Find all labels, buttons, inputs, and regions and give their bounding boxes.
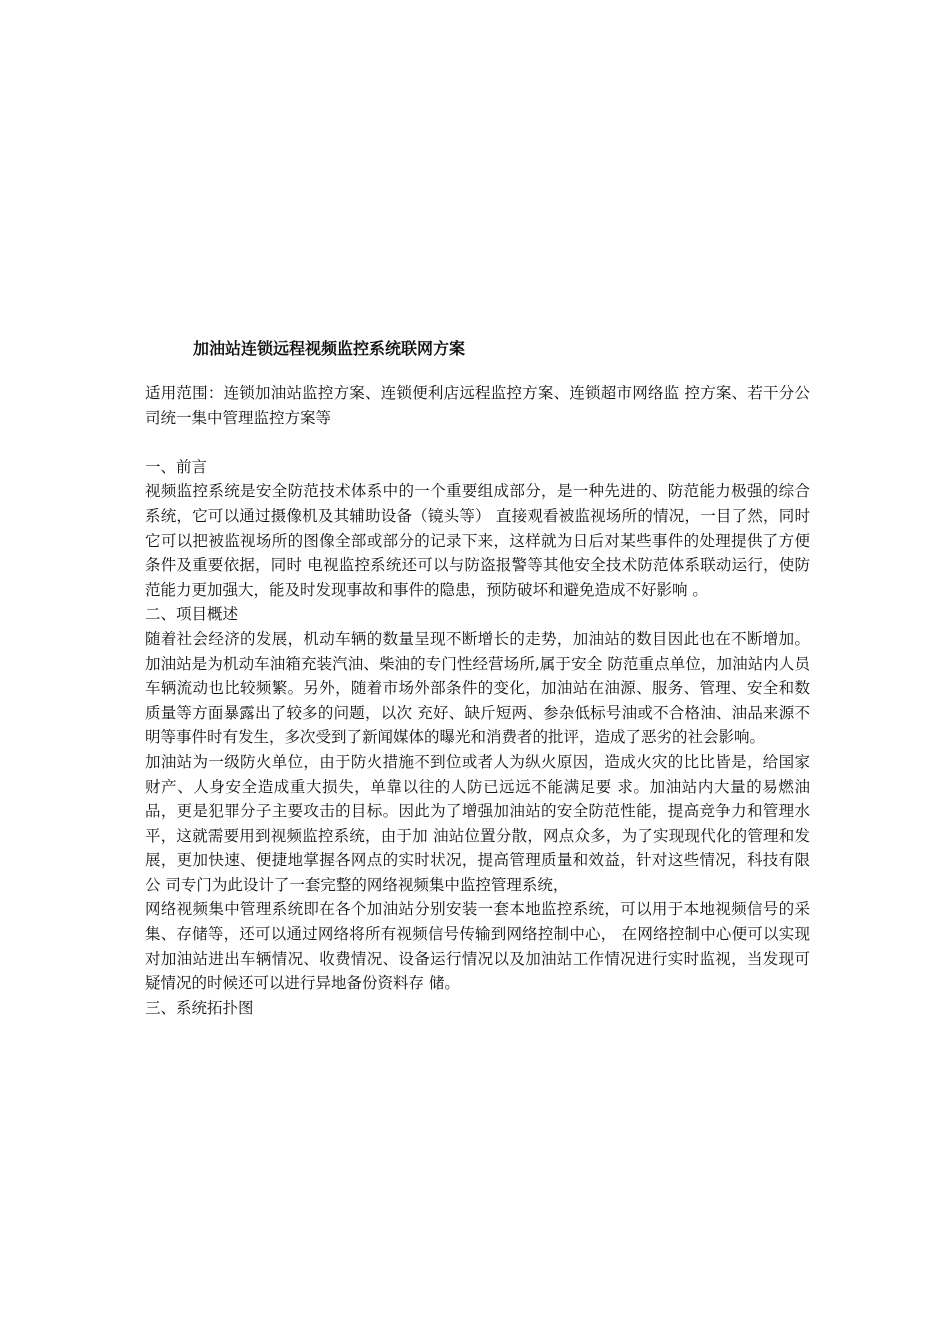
overview-paragraph-3: 网络视频集中管理系统即在各个加油站分别安装一套本地监控系统，可以用于本地视频信号的采集、存储等，还可以通过网络将所有视频信号传输到网络控制中心， 在网络控制中心便可以实现对加油站进出车辆情况、收费情况、设备运行情况以及加油站工作情况进行实时监视，当发现可疑情况的时候还可以进行异地备份资料存 储。 bbox=[145, 900, 810, 993]
section-heading-preface: 一、前言 bbox=[145, 457, 208, 476]
scope-paragraph: 适用范围：连锁加油站监控方案、连锁便利店远程监控方案、连锁超市网络监 控方案、若干分公司统一集中管理监控方案等 bbox=[145, 384, 810, 427]
document-title: 加油站连锁远程视频监控系统联网方案 bbox=[193, 339, 466, 358]
section-heading-overview: 二、项目概述 bbox=[145, 605, 239, 624]
document-body bbox=[145, 381, 810, 1020]
overview-paragraph-2: 加油站为一级防火单位，由于防火措施不到位或者人为纵火原因，造成火灾的比比皆是，给国家财产、人身安全造成重大损失，单靠以往的人防已远远不能满足要 求。加油站内大量的易燃油品，更是犯罪分子主要攻击的目标。因此为了增强加油站的安全防范性能，提高竞争力和管理水平，这就需要用到视频监控系统，由于加 油站位置分散，网点众多，为了实现现代化的管理和发展，更加快速、便捷地掌握各网点的实时状况，提高管理质量和效益，针对这些情况，科技有限公 司专门为此设计了一套完整的网络视频集中监控管理系统， bbox=[145, 752, 810, 894]
preface-paragraph: 视频监控系统是安全防范技术体系中的一个重要组成部分，是一种先进的、防范能力极强的综合系统，它可以通过摄像机及其辅助设备（镜头等） 直接观看被监视场所的情况，一目了然，同时它可以把被监视场所的图像全部或部分的记录下来，这样就为日后对某些事件的处理提供了方便条件及重要依据，同时 电视监控系统还可以与防盗报警等其他安全技术防范体系联动运行，使防范能力更加强大，能及时发现事故和事件的隐患，预防破坏和避免造成不好影响 。 bbox=[145, 482, 810, 599]
section-heading-topology: 三、系统拓扑图 bbox=[145, 998, 254, 1017]
overview-paragraph-1: 随着社会经济的发展，机动车辆的数量呈现不断增长的走势，加油站的数目因此也在不断增加。加油站是为机动车油箱充装汽油、柴油的专门性经营场所,属于安全 防范重点单位，加油站内人员车辆流动也比较频繁。另外，随着市场外部条件的变化，加油站在油源、服务、管理、安全和数质量等方面暴露出了较多的问题，以次 充好、缺斤短两、参杂低标号油或不合格油、油品来源不明等事件时有发生，多次受到了新闻媒体的曝光和消费者的批评，造成了恶劣的社会影响。 bbox=[145, 629, 810, 747]
blank-line bbox=[145, 430, 810, 455]
